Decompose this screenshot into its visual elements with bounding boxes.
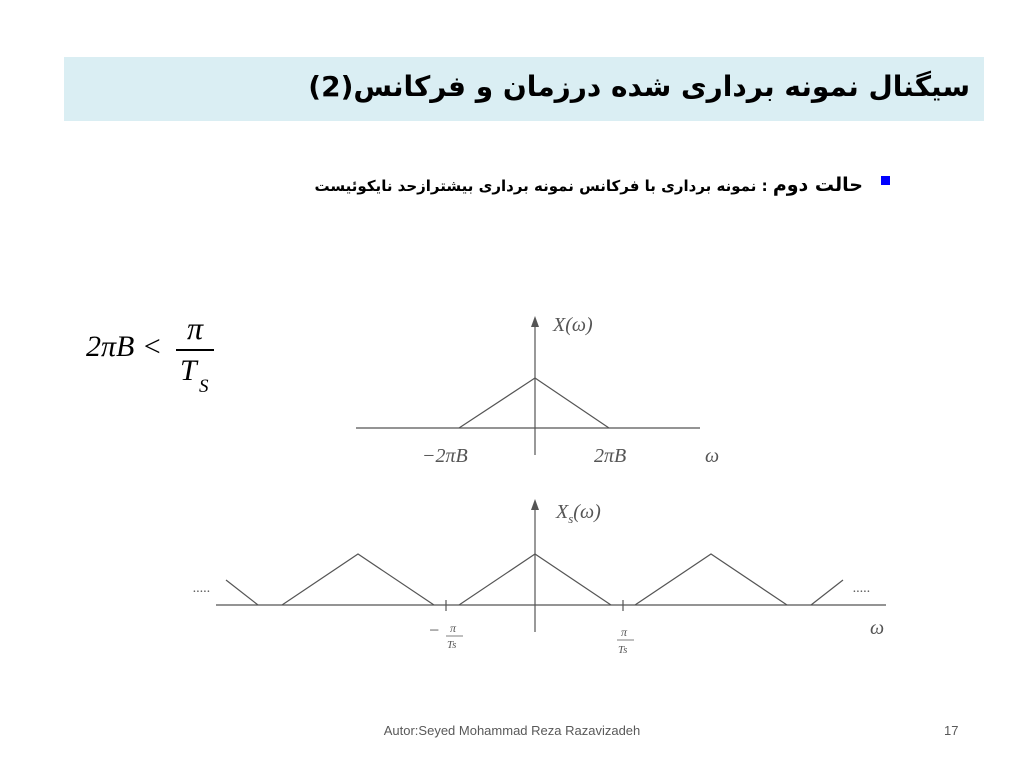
bottom-partial-triangle-left [226,580,258,605]
bullet-body: نمونه برداری با فرکانس نمونه برداری بیشترازحد نایکوئیست [314,177,757,195]
top-tick-right-label: 2πB [594,445,627,467]
bottom-y-axis-arrow [531,499,539,510]
bottom-triangle-left [282,554,434,605]
bottom-y-label-arg: (ω) [573,501,601,523]
bottom-tick-left-sign: − [428,620,441,640]
top-y-label: X(ω) [553,314,593,336]
bottom-ellipsis-left: ..... [193,581,211,596]
formula-denominator-subscript: S [199,376,209,397]
bottom-tick-left-num: π [450,621,457,635]
bottom-ellipsis-right: ..... [853,581,871,596]
formula-numerator: π [187,310,204,346]
slide-title: سیگنال نمونه برداری شده درزمان و فرکانس(2) [308,70,970,103]
footer-author: Autor:Seyed Mohammad Reza Razavizadeh [383,723,641,738]
formula-lhs: 2πB < [86,330,163,363]
bottom-tick-right-num: π [621,625,628,639]
bullet-separator: : [756,177,773,195]
bottom-triangle-right [635,554,787,605]
top-tick-left-label: −2πB [422,445,468,467]
top-x-axis-label: ω [705,445,720,467]
plot-sampled-spectrum [216,499,886,632]
bottom-y-label-sub: s [568,511,574,526]
bottom-tick-right-den: Ts [618,644,628,656]
bottom-x-axis-label: ω [870,617,885,639]
formula-denominator: T [180,354,197,387]
plot-original-spectrum [356,316,700,455]
bottom-tick-left-den: Ts [447,639,457,651]
page-number: 17 [944,723,959,738]
bottom-y-label: $X_s(\omega)$ [556,501,601,526]
top-y-axis-arrow [531,316,539,327]
bottom-partial-triangle-right [811,580,843,605]
top-triangle-spectrum [459,378,609,428]
bullet-heading: حالت دوم [772,174,863,196]
